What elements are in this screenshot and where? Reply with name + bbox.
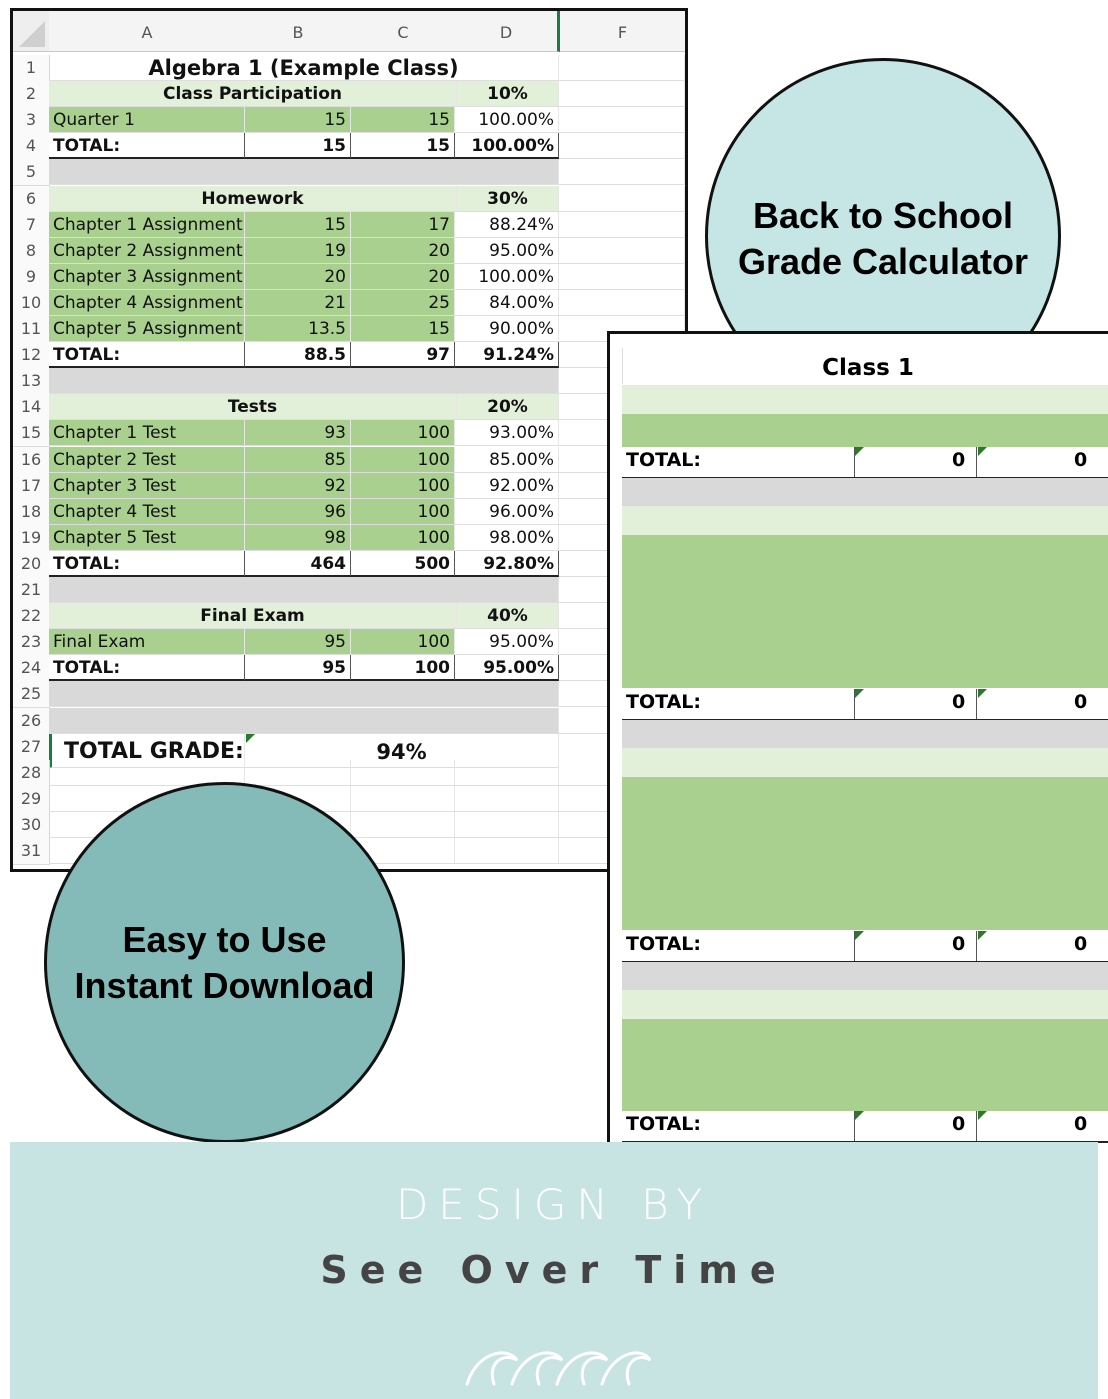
row-number[interactable]: 17: [13, 473, 50, 500]
points-possible[interactable]: 25: [351, 290, 455, 316]
row-number[interactable]: 31: [13, 838, 50, 865]
panel-category-header[interactable]: [622, 385, 1108, 414]
cell-divider: [976, 1111, 977, 1141]
sheet-title[interactable]: Algebra 1 (Example Class): [49, 55, 559, 81]
points-earned[interactable]: 95: [245, 629, 351, 655]
points-earned[interactable]: 96: [245, 499, 351, 525]
total-percent[interactable]: 91.24%: [455, 342, 559, 368]
item-name[interactable]: Chapter 3 Test: [49, 473, 245, 499]
item-name[interactable]: Quarter 1: [49, 107, 245, 133]
total-possible[interactable]: 15: [351, 133, 455, 159]
points-possible[interactable]: 17: [351, 212, 455, 238]
cell-f[interactable]: [559, 159, 685, 185]
row-number[interactable]: 15: [13, 420, 50, 447]
design-by-text: DESIGN BY: [395, 1180, 713, 1229]
row-number[interactable]: 12: [13, 342, 50, 369]
sheet-row: [13, 420, 685, 446]
sheet-row: [13, 629, 685, 655]
cell-divider: [854, 447, 855, 477]
item-name[interactable]: Chapter 5 Test: [49, 525, 245, 551]
row-number[interactable]: 19: [13, 525, 50, 552]
cell-f[interactable]: [559, 81, 685, 107]
sheet-row: [13, 447, 685, 473]
total-grade-value[interactable]: 94%: [245, 734, 559, 768]
cell-divider: [854, 1111, 855, 1141]
row-number[interactable]: 3: [13, 107, 50, 134]
panel-entry-area[interactable]: [622, 1019, 1108, 1111]
select-all-icon: [17, 19, 47, 49]
item-name[interactable]: Chapter 4 Assignment: [49, 290, 245, 316]
sheet-row: [13, 186, 685, 212]
wave-logo-icon: [462, 1342, 652, 1392]
comment-marker-icon: [855, 1111, 864, 1120]
sheet-row: [13, 81, 685, 107]
panel-category-header[interactable]: [622, 990, 1108, 1019]
panel-total-label: TOTAL:: [626, 1113, 702, 1135]
item-name[interactable]: Chapter 3 Assignment: [49, 264, 245, 290]
item-name[interactable]: Chapter 1 Test: [49, 420, 245, 446]
points-possible[interactable]: 15: [351, 316, 455, 342]
panel-total-earned: 0: [952, 1113, 966, 1135]
panel-total-earned: 0: [952, 449, 966, 471]
category-weight[interactable]: 20%: [457, 394, 559, 420]
item-percent[interactable]: 95.00%: [455, 629, 559, 655]
row-number[interactable]: 21: [13, 577, 50, 604]
empty-cell[interactable]: [455, 760, 559, 786]
comment-marker-icon: [978, 1111, 987, 1120]
column-header-a[interactable]: A: [49, 11, 246, 52]
total-percent[interactable]: 95.00%: [455, 655, 559, 681]
total-possible[interactable]: 97: [351, 342, 455, 368]
sheet-row: [13, 55, 685, 81]
row-number[interactable]: 13: [13, 368, 50, 395]
total-label[interactable]: TOTAL:: [49, 342, 245, 368]
sheet-row: [13, 394, 685, 420]
comment-marker-icon: [855, 931, 864, 940]
empty-cell[interactable]: [351, 786, 455, 812]
design-by-banner: [10, 1142, 1098, 1399]
sheet-row: [13, 551, 685, 577]
sheet-row: [13, 316, 685, 342]
row-number[interactable]: 9: [13, 264, 50, 291]
total-grade-label[interactable]: TOTAL GRADE:: [49, 734, 245, 768]
panel-total-label: TOTAL:: [626, 933, 702, 955]
row-number[interactable]: 30: [13, 812, 50, 839]
sheet-row: [13, 264, 685, 290]
badge-line-2: Instant Download: [74, 965, 375, 1006]
sheet-row: [13, 499, 685, 525]
sheet-row: [13, 681, 685, 707]
points-possible[interactable]: 100: [351, 420, 455, 446]
cell-divider: [854, 931, 855, 961]
panel-separator[interactable]: [622, 720, 1108, 748]
column-header-d[interactable]: D: [455, 11, 560, 52]
row-number[interactable]: 10: [13, 290, 50, 317]
points-earned[interactable]: 93: [245, 420, 351, 446]
comment-marker-icon: [855, 447, 864, 456]
sheet-row: [13, 107, 685, 133]
comment-marker-icon: [855, 689, 864, 698]
points-earned[interactable]: 13.5: [245, 316, 351, 342]
separator-row[interactable]: [49, 368, 559, 394]
empty-cell[interactable]: [455, 812, 559, 838]
item-percent[interactable]: 93.00%: [455, 420, 559, 446]
item-percent[interactable]: 88.24%: [455, 212, 559, 238]
total-label[interactable]: TOTAL:: [49, 655, 245, 681]
comment-marker-icon: [978, 689, 987, 698]
cell-f[interactable]: [559, 55, 685, 81]
item-percent[interactable]: 90.00%: [455, 316, 559, 342]
sheet-row: [13, 368, 685, 394]
points-possible[interactable]: 15: [351, 107, 455, 133]
row-number[interactable]: 29: [13, 786, 50, 813]
item-name[interactable]: Chapter 1 Assignment: [49, 212, 245, 238]
separator-row[interactable]: [49, 708, 559, 734]
points-possible[interactable]: 20: [351, 238, 455, 264]
cell-f[interactable]: [559, 264, 685, 290]
item-percent[interactable]: 95.00%: [455, 238, 559, 264]
sheet-row: [13, 603, 685, 629]
sheet-row: [13, 786, 685, 812]
cell-f[interactable]: [559, 133, 685, 159]
item-name[interactable]: Final Exam: [49, 629, 245, 655]
row-number[interactable]: 23: [13, 629, 50, 656]
panel-total-row[interactable]: [622, 447, 1108, 479]
total-earned[interactable]: 88.5: [245, 342, 351, 368]
empty-cell[interactable]: [455, 838, 559, 864]
total-label[interactable]: TOTAL:: [49, 133, 245, 159]
points-earned[interactable]: 15: [245, 107, 351, 133]
sheet-row: [13, 525, 685, 551]
cell-f[interactable]: [559, 107, 685, 133]
cell-divider: [976, 689, 977, 719]
cell-f[interactable]: [559, 238, 685, 264]
separator-row[interactable]: [49, 681, 559, 707]
panel-entry-area[interactable]: [622, 535, 1108, 688]
points-earned[interactable]: 21: [245, 290, 351, 316]
item-percent[interactable]: 100.00%: [455, 264, 559, 290]
total-possible[interactable]: 100: [351, 655, 455, 681]
sheet-row: [13, 342, 685, 368]
sheet-row: [13, 473, 685, 499]
panel-separator[interactable]: [622, 962, 1108, 990]
brand-name: See Over Time: [320, 1248, 788, 1292]
comment-marker-icon: [978, 447, 987, 456]
item-percent[interactable]: 92.00%: [455, 473, 559, 499]
sheet-row: [13, 212, 685, 238]
points-possible[interactable]: 100: [351, 499, 455, 525]
row-number[interactable]: 18: [13, 499, 50, 526]
panel-title-row: [622, 348, 1108, 384]
category-header[interactable]: Homework: [49, 186, 457, 212]
category-header[interactable]: Final Exam: [49, 603, 457, 629]
item-percent[interactable]: 96.00%: [455, 499, 559, 525]
panel-total-earned: 0: [952, 691, 966, 713]
cell-divider: [854, 689, 855, 719]
sheet-row: [13, 159, 685, 185]
column-header-b[interactable]: B: [245, 11, 352, 52]
row-number[interactable]: 2: [13, 81, 50, 108]
item-name[interactable]: Chapter 2 Assignment: [49, 238, 245, 264]
total-earned[interactable]: 15: [245, 133, 351, 159]
sheet-row: [13, 655, 685, 681]
item-name[interactable]: Chapter 2 Test: [49, 447, 245, 473]
points-possible[interactable]: 100: [351, 525, 455, 551]
panel-total-possible: 0: [1074, 1113, 1088, 1135]
row-number[interactable]: 20: [13, 551, 50, 578]
row-number[interactable]: 24: [13, 655, 50, 682]
row-number[interactable]: 25: [13, 681, 50, 708]
row-number[interactable]: 22: [13, 603, 50, 630]
sheet-row: [13, 290, 685, 316]
cell-f[interactable]: [559, 290, 685, 316]
row-number[interactable]: 27: [13, 734, 50, 761]
row-number[interactable]: 28: [13, 760, 50, 787]
total-earned[interactable]: 464: [245, 551, 351, 577]
panel-total-earned: 0: [952, 933, 966, 955]
total-percent[interactable]: 92.80%: [455, 551, 559, 577]
empty-cell[interactable]: [351, 812, 455, 838]
badge-line-1: Easy to Use: [122, 919, 327, 960]
sheet-row: [13, 577, 685, 603]
category-header[interactable]: Tests: [49, 394, 457, 420]
points-earned[interactable]: 98: [245, 525, 351, 551]
sheet-row: [13, 133, 685, 159]
cell-f[interactable]: [559, 212, 685, 238]
total-percent[interactable]: 100.00%: [455, 133, 559, 159]
cell-divider: [976, 931, 977, 961]
sheet-row: [13, 238, 685, 264]
row-number[interactable]: 11: [13, 316, 50, 343]
item-percent[interactable]: 98.00%: [455, 525, 559, 551]
separator-row[interactable]: [49, 159, 559, 185]
points-earned[interactable]: 15: [245, 212, 351, 238]
total-earned[interactable]: 95: [245, 655, 351, 681]
example-spreadsheet: [10, 8, 688, 872]
empty-cell[interactable]: [351, 760, 455, 786]
panel-total-possible: 0: [1074, 933, 1088, 955]
sheet-row: [13, 708, 685, 734]
item-percent[interactable]: 85.00%: [455, 447, 559, 473]
points-possible[interactable]: 100: [351, 629, 455, 655]
points-possible[interactable]: 100: [351, 447, 455, 473]
comment-marker-icon: [246, 734, 255, 743]
row-number[interactable]: 14: [13, 394, 50, 421]
points-possible[interactable]: 100: [351, 473, 455, 499]
category-header[interactable]: Class Participation: [49, 81, 457, 107]
panel-total-possible: 0: [1074, 449, 1088, 471]
panel-total-label: TOTAL:: [626, 691, 702, 713]
points-earned[interactable]: 92: [245, 473, 351, 499]
panel-entry-area[interactable]: [622, 777, 1108, 930]
panel-total-possible: 0: [1074, 691, 1088, 713]
panel-category-header[interactable]: [622, 748, 1108, 777]
class-1-sheet: [607, 331, 1108, 1145]
comment-marker-icon: [978, 931, 987, 940]
category-weight[interactable]: 40%: [457, 603, 559, 629]
row-number[interactable]: 5: [13, 159, 50, 186]
points-possible[interactable]: 20: [351, 264, 455, 290]
empty-cell[interactable]: [245, 760, 351, 786]
points-earned[interactable]: 20: [245, 264, 351, 290]
easy-to-use-badge: [44, 782, 405, 1143]
item-percent[interactable]: 100.00%: [455, 107, 559, 133]
badge-line-2: Grade Calculator: [737, 241, 1029, 282]
row-number[interactable]: 4: [13, 133, 50, 160]
row-number[interactable]: 16: [13, 447, 50, 474]
total-possible[interactable]: 500: [351, 551, 455, 577]
item-name[interactable]: Chapter 4 Test: [49, 499, 245, 525]
empty-cell[interactable]: [455, 786, 559, 812]
row-number[interactable]: 1: [13, 55, 50, 82]
sheet-row: [13, 760, 685, 786]
panel-separator[interactable]: [622, 478, 1108, 506]
points-earned[interactable]: 19: [245, 238, 351, 264]
badge-line-1: Back to School: [752, 195, 1014, 236]
corner-select-all[interactable]: [13, 11, 50, 52]
panel-category-header[interactable]: [622, 506, 1108, 535]
panel-entry-area[interactable]: [622, 414, 1108, 447]
column-header-f[interactable]: F: [560, 11, 686, 52]
panel-title: Class 1: [822, 355, 914, 381]
row-number[interactable]: 7: [13, 212, 50, 239]
row-number[interactable]: 26: [13, 708, 50, 735]
panel-total-label: TOTAL:: [626, 449, 702, 471]
points-earned[interactable]: 85: [245, 447, 351, 473]
cell-f[interactable]: [559, 186, 685, 212]
column-header-c[interactable]: C: [351, 11, 456, 52]
separator-row[interactable]: [49, 577, 559, 603]
item-percent[interactable]: 84.00%: [455, 290, 559, 316]
item-name[interactable]: Chapter 5 Assignment: [49, 316, 245, 342]
panel-total-row[interactable]: [622, 689, 1108, 721]
row-number[interactable]: 8: [13, 238, 50, 265]
category-weight[interactable]: 30%: [457, 186, 559, 212]
panel-total-row[interactable]: [622, 931, 1108, 963]
panel-total-row[interactable]: [622, 1111, 1108, 1143]
cell-divider: [976, 447, 977, 477]
row-number[interactable]: 6: [13, 186, 50, 213]
total-label[interactable]: TOTAL:: [49, 551, 245, 577]
category-weight[interactable]: 10%: [457, 81, 559, 107]
